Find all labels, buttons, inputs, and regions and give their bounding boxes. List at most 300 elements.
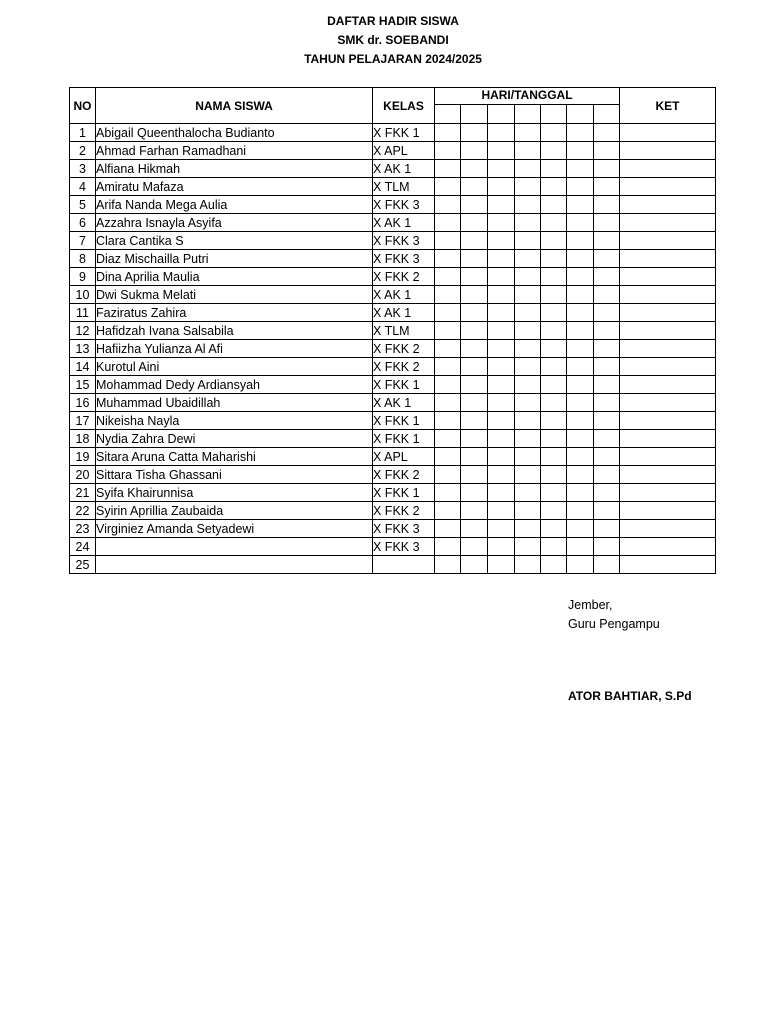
attendance-cell: [515, 520, 541, 538]
attendance-cell: [488, 430, 515, 448]
attendance-cell: [515, 376, 541, 394]
attendance-cell: [567, 178, 594, 196]
ket-cell: [620, 286, 716, 304]
attendance-cell: [515, 358, 541, 376]
student-class: X AK 1: [373, 304, 435, 322]
attendance-cell: [541, 430, 567, 448]
table-row: [70, 178, 716, 196]
attendance-cell: [461, 178, 488, 196]
ket-cell: [620, 196, 716, 214]
attendance-cell: [461, 394, 488, 412]
attendance-cell: [541, 466, 567, 484]
table-row: [70, 412, 716, 430]
student-class: X APL: [373, 142, 435, 160]
student-class: X AK 1: [373, 160, 435, 178]
attendance-cell: [435, 268, 461, 286]
attendance-cell: [515, 304, 541, 322]
student-class: X FKK 3: [373, 196, 435, 214]
attendance-cell: [435, 142, 461, 160]
ket-cell: [620, 214, 716, 232]
ket-cell: [620, 412, 716, 430]
ket-cell: [620, 340, 716, 358]
attendance-cell: [461, 160, 488, 178]
row-number: 4: [70, 178, 96, 196]
date-column-header: [594, 105, 620, 124]
attendance-cell: [515, 412, 541, 430]
attendance-cell: [488, 268, 515, 286]
attendance-cell: [567, 376, 594, 394]
attendance-cell: [567, 160, 594, 178]
student-name: Sittara Tisha Ghassani: [96, 466, 373, 484]
date-column-header: [541, 105, 567, 124]
attendance-cell: [541, 142, 567, 160]
attendance-cell: [567, 466, 594, 484]
student-name: Dina Aprilia Maulia: [96, 268, 373, 286]
student-class: X FKK 3: [373, 520, 435, 538]
attendance-cell: [515, 232, 541, 250]
table-row: [70, 160, 716, 178]
attendance-cell: [594, 286, 620, 304]
attendance-cell: [488, 214, 515, 232]
attendance-cell: [488, 556, 515, 574]
attendance-cell: [435, 124, 461, 142]
attendance-cell: [461, 538, 488, 556]
attendance-cell: [541, 250, 567, 268]
ket-cell: [620, 484, 716, 502]
student-class: X APL: [373, 448, 435, 466]
attendance-cell: [594, 250, 620, 268]
attendance-cell: [541, 286, 567, 304]
row-number: 17: [70, 412, 96, 430]
student-name: Hafidzah Ivana Salsabila: [96, 322, 373, 340]
student-name: Dwi Sukma Melati: [96, 286, 373, 304]
student-class: X AK 1: [373, 214, 435, 232]
attendance-cell: [515, 538, 541, 556]
attendance-cell: [435, 214, 461, 232]
row-number: 10: [70, 286, 96, 304]
attendance-cell: [461, 232, 488, 250]
row-number: 16: [70, 394, 96, 412]
date-column-header: [435, 105, 461, 124]
row-number: 18: [70, 430, 96, 448]
student-class: X AK 1: [373, 394, 435, 412]
table-row: [70, 268, 716, 286]
attendance-cell: [488, 196, 515, 214]
student-class: [373, 556, 435, 574]
student-class: X FKK 3: [373, 250, 435, 268]
attendance-cell: [541, 196, 567, 214]
ket-cell: [620, 394, 716, 412]
attendance-cell: [461, 430, 488, 448]
attendance-cell: [488, 250, 515, 268]
school-name: SMK dr. SOEBANDI: [337, 33, 449, 47]
attendance-cell: [541, 484, 567, 502]
attendance-cell: [515, 394, 541, 412]
attendance-cell: [435, 358, 461, 376]
attendance-cell: [567, 214, 594, 232]
attendance-cell: [567, 520, 594, 538]
ket-cell: [620, 466, 716, 484]
attendance-cell: [541, 358, 567, 376]
attendance-cell: [567, 142, 594, 160]
attendance-cell: [594, 358, 620, 376]
row-number: 9: [70, 268, 96, 286]
row-number: 21: [70, 484, 96, 502]
attendance-cell: [515, 142, 541, 160]
attendance-cell: [541, 502, 567, 520]
row-number: 3: [70, 160, 96, 178]
row-number: 14: [70, 358, 96, 376]
student-class: X TLM: [373, 178, 435, 196]
attendance-cell: [594, 178, 620, 196]
attendance-cell: [541, 178, 567, 196]
attendance-cell: [515, 448, 541, 466]
attendance-cell: [461, 358, 488, 376]
signature-place: Jember,: [568, 598, 613, 612]
attendance-cell: [594, 322, 620, 340]
attendance-cell: [567, 412, 594, 430]
student-name: Amiratu Mafaza: [96, 178, 373, 196]
attendance-cell: [461, 556, 488, 574]
table-body: [70, 124, 716, 574]
student-name: [96, 538, 373, 556]
row-number: 7: [70, 232, 96, 250]
attendance-cell: [594, 268, 620, 286]
attendance-cell: [594, 520, 620, 538]
attendance-cell: [541, 160, 567, 178]
date-column-header: [461, 105, 488, 124]
attendance-cell: [594, 124, 620, 142]
signature-role: Guru Pengampu: [568, 617, 660, 631]
student-name: [96, 556, 373, 574]
table-row: [70, 448, 716, 466]
attendance-cell: [594, 304, 620, 322]
attendance-cell: [541, 394, 567, 412]
table-row: [70, 556, 716, 574]
attendance-cell: [435, 322, 461, 340]
attendance-cell: [515, 286, 541, 304]
attendance-cell: [515, 322, 541, 340]
column-header-ket: KET: [620, 88, 716, 124]
attendance-cell: [435, 556, 461, 574]
attendance-cell: [435, 232, 461, 250]
attendance-cell: [435, 448, 461, 466]
student-name: Azzahra Isnayla Asyifa: [96, 214, 373, 232]
attendance-cell: [461, 268, 488, 286]
attendance-cell: [488, 394, 515, 412]
date-column-header: [515, 105, 541, 124]
attendance-cell: [567, 268, 594, 286]
attendance-cell: [461, 340, 488, 358]
table-row: [70, 250, 716, 268]
attendance-cell: [461, 484, 488, 502]
attendance-cell: [594, 196, 620, 214]
attendance-cell: [461, 304, 488, 322]
column-header-no: NO: [70, 88, 96, 124]
attendance-cell: [435, 376, 461, 394]
attendance-cell: [541, 268, 567, 286]
attendance-cell: [435, 412, 461, 430]
table-row: [70, 430, 716, 448]
attendance-cell: [488, 376, 515, 394]
attendance-cell: [488, 142, 515, 160]
student-name: Arifa Nanda Mega Aulia: [96, 196, 373, 214]
attendance-cell: [435, 520, 461, 538]
attendance-cell: [541, 340, 567, 358]
attendance-cell: [488, 340, 515, 358]
student-name: Alfiana Hikmah: [96, 160, 373, 178]
attendance-cell: [541, 376, 567, 394]
attendance-cell: [515, 502, 541, 520]
attendance-cell: [461, 214, 488, 232]
student-class: X FKK 2: [373, 340, 435, 358]
table-row: [70, 124, 716, 142]
table-row: [70, 286, 716, 304]
attendance-cell: [567, 124, 594, 142]
table-row: [70, 538, 716, 556]
attendance-cell: [594, 160, 620, 178]
date-column-header: [488, 105, 515, 124]
student-name: Nikeisha Nayla: [96, 412, 373, 430]
table-row: [70, 376, 716, 394]
attendance-cell: [541, 232, 567, 250]
attendance-cell: [515, 250, 541, 268]
attendance-cell: [567, 358, 594, 376]
row-number: 5: [70, 196, 96, 214]
student-name: Clara Cantika S: [96, 232, 373, 250]
row-number: 6: [70, 214, 96, 232]
table-row: [70, 466, 716, 484]
table-row: [70, 142, 716, 160]
attendance-cell: [461, 124, 488, 142]
column-header-kelas: KELAS: [373, 88, 435, 124]
attendance-cell: [594, 430, 620, 448]
attendance-cell: [435, 466, 461, 484]
student-name: Ahmad Farhan Ramadhani: [96, 142, 373, 160]
attendance-cell: [435, 340, 461, 358]
ket-cell: [620, 376, 716, 394]
attendance-cell: [488, 124, 515, 142]
attendance-cell: [567, 448, 594, 466]
student-name: Syifa Khairunnisa: [96, 484, 373, 502]
student-class: X FKK 2: [373, 268, 435, 286]
ket-cell: [620, 556, 716, 574]
student-class: X FKK 2: [373, 358, 435, 376]
date-column-header: [567, 105, 594, 124]
attendance-cell: [594, 394, 620, 412]
column-header-hari-tanggal: HARI/TANGGAL: [435, 88, 620, 105]
table-row: [70, 502, 716, 520]
student-name: Muhammad Ubaidillah: [96, 394, 373, 412]
attendance-cell: [541, 304, 567, 322]
attendance-cell: [515, 160, 541, 178]
attendance-cell: [435, 196, 461, 214]
student-class: X FKK 3: [373, 232, 435, 250]
attendance-cell: [594, 142, 620, 160]
ket-cell: [620, 448, 716, 466]
ket-cell: [620, 322, 716, 340]
student-class: X FKK 1: [373, 484, 435, 502]
ket-cell: [620, 124, 716, 142]
attendance-cell: [515, 124, 541, 142]
attendance-cell: [515, 556, 541, 574]
student-class: X FKK 1: [373, 376, 435, 394]
attendance-cell: [488, 286, 515, 304]
attendance-cell: [435, 394, 461, 412]
ket-cell: [620, 520, 716, 538]
table-header: [70, 88, 716, 124]
row-number: 12: [70, 322, 96, 340]
attendance-cell: [515, 214, 541, 232]
table-row: [70, 358, 716, 376]
attendance-cell: [488, 322, 515, 340]
student-class: X FKK 1: [373, 412, 435, 430]
student-class: X FKK 1: [373, 124, 435, 142]
attendance-cell: [435, 484, 461, 502]
attendance-cell: [488, 412, 515, 430]
attendance-cell: [488, 466, 515, 484]
attendance-cell: [461, 376, 488, 394]
attendance-cell: [461, 502, 488, 520]
row-number: 20: [70, 466, 96, 484]
attendance-cell: [541, 556, 567, 574]
student-name: Nydia Zahra Dewi: [96, 430, 373, 448]
academic-year: TAHUN PELAJARAN 2024/2025: [304, 52, 482, 66]
row-number: 11: [70, 304, 96, 322]
attendance-cell: [567, 232, 594, 250]
attendance-cell: [435, 304, 461, 322]
row-number: 15: [70, 376, 96, 394]
attendance-cell: [567, 340, 594, 358]
ket-cell: [620, 178, 716, 196]
attendance-cell: [435, 502, 461, 520]
table-row: [70, 394, 716, 412]
attendance-cell: [488, 232, 515, 250]
table-row: [70, 520, 716, 538]
attendance-cell: [541, 448, 567, 466]
ket-cell: [620, 304, 716, 322]
table-row: [70, 214, 716, 232]
attendance-cell: [461, 250, 488, 268]
attendance-cell: [594, 232, 620, 250]
ket-cell: [620, 160, 716, 178]
attendance-cell: [461, 520, 488, 538]
table-row: [70, 484, 716, 502]
student-class: X FKK 1: [373, 430, 435, 448]
attendance-cell: [515, 178, 541, 196]
attendance-cell: [435, 538, 461, 556]
attendance-cell: [435, 250, 461, 268]
attendance-cell: [461, 196, 488, 214]
attendance-cell: [488, 160, 515, 178]
attendance-cell: [594, 340, 620, 358]
student-name: Faziratus Zahira: [96, 304, 373, 322]
attendance-cell: [488, 484, 515, 502]
attendance-cell: [515, 484, 541, 502]
student-name: Syirin Aprillia Zaubaida: [96, 502, 373, 520]
attendance-cell: [594, 412, 620, 430]
student-class: X AK 1: [373, 286, 435, 304]
attendance-cell: [435, 160, 461, 178]
attendance-cell: [461, 448, 488, 466]
attendance-cell: [435, 430, 461, 448]
table-row: [70, 232, 716, 250]
attendance-cell: [541, 538, 567, 556]
document-title: DAFTAR HADIR SISWA: [327, 14, 459, 28]
attendance-cell: [515, 430, 541, 448]
attendance-cell: [567, 484, 594, 502]
attendance-cell: [567, 430, 594, 448]
attendance-cell: [488, 538, 515, 556]
attendance-cell: [515, 268, 541, 286]
attendance-cell: [567, 394, 594, 412]
attendance-cell: [567, 250, 594, 268]
row-number: 2: [70, 142, 96, 160]
table-row: [70, 322, 716, 340]
signature-name: ATOR BAHTIAR, S.Pd: [568, 689, 692, 703]
attendance-cell: [594, 376, 620, 394]
attendance-cell: [541, 322, 567, 340]
attendance-cell: [461, 322, 488, 340]
attendance-cell: [541, 214, 567, 232]
attendance-cell: [594, 466, 620, 484]
attendance-cell: [541, 412, 567, 430]
ket-cell: [620, 538, 716, 556]
attendance-cell: [435, 178, 461, 196]
table-row: [70, 196, 716, 214]
attendance-cell: [488, 358, 515, 376]
attendance-cell: [435, 286, 461, 304]
attendance-cell: [594, 484, 620, 502]
row-number: 19: [70, 448, 96, 466]
student-name: Virginiez Amanda Setyadewi: [96, 520, 373, 538]
attendance-cell: [567, 556, 594, 574]
student-name: Diaz Mischailla Putri: [96, 250, 373, 268]
attendance-cell: [594, 448, 620, 466]
attendance-cell: [567, 538, 594, 556]
student-name: Hafiizha Yulianza Al Afi: [96, 340, 373, 358]
row-number: 22: [70, 502, 96, 520]
attendance-cell: [515, 340, 541, 358]
row-number: 13: [70, 340, 96, 358]
row-number: 1: [70, 124, 96, 142]
row-number: 24: [70, 538, 96, 556]
ket-cell: [620, 502, 716, 520]
attendance-cell: [541, 520, 567, 538]
student-name: Kurotul Aini: [96, 358, 373, 376]
attendance-cell: [488, 520, 515, 538]
attendance-cell: [515, 196, 541, 214]
ket-cell: [620, 430, 716, 448]
attendance-cell: [488, 304, 515, 322]
ket-cell: [620, 250, 716, 268]
table-row: [70, 304, 716, 322]
ket-cell: [620, 358, 716, 376]
attendance-cell: [594, 538, 620, 556]
table-row: [70, 340, 716, 358]
attendance-cell: [488, 178, 515, 196]
attendance-table: [69, 87, 716, 574]
attendance-cell: [541, 124, 567, 142]
attendance-cell: [594, 502, 620, 520]
row-number: 23: [70, 520, 96, 538]
attendance-cell: [461, 412, 488, 430]
attendance-cell: [515, 466, 541, 484]
row-number: 25: [70, 556, 96, 574]
column-header-nama: NAMA SISWA: [96, 88, 373, 124]
attendance-cell: [567, 322, 594, 340]
row-number: 8: [70, 250, 96, 268]
